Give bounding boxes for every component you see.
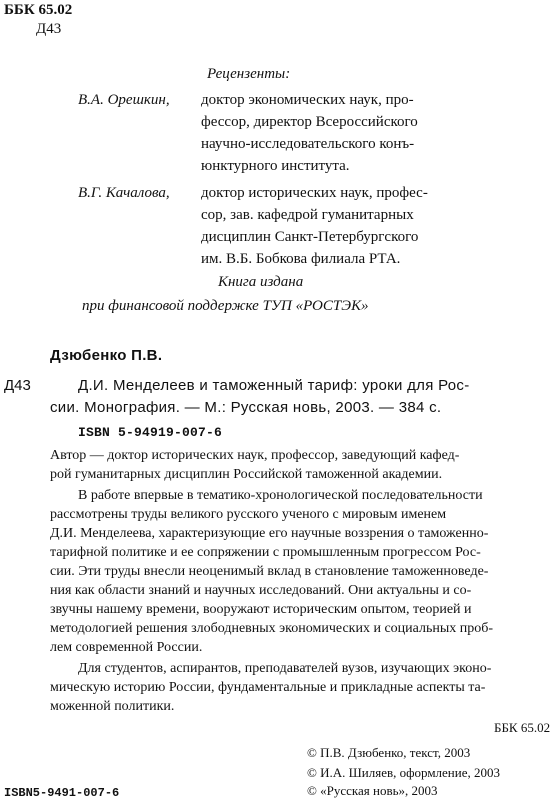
catalog-title-line: сии. Монография. — М.: Русская новь, 2003. — 384 с. <box>50 399 442 416</box>
support-line-1: Книга издана <box>218 274 304 290</box>
reviewer-1-line: фессор, директор Всероссийского <box>201 114 418 130</box>
reviewer-1-name: В.А. Орешкин, <box>78 92 170 108</box>
abstract-line: рассмотрены труды великого русского ученого с мировым именем <box>50 507 447 522</box>
catalog-code: Д43 <box>4 377 31 394</box>
reviewer-2-line: сор, зав. кафедрой гуманитарных <box>201 207 414 223</box>
abstract-line: ния как области знаний и научных исследований. Они актуальны и со- <box>50 583 472 598</box>
abstract-line: Автор — доктор исторических наук, профессор, заведующий кафед- <box>50 448 460 463</box>
support-line-2: при финансовой поддержке ТУП «РОСТЭК» <box>82 298 369 314</box>
abstract-line: звучны нашему времени, вооружают историческим опытом, теорией и <box>50 602 472 617</box>
abstract-line: моженной политики. <box>50 699 175 714</box>
reviewer-1-line: юнктурного института. <box>201 158 350 174</box>
reviewer-1-line: научно-исследовательского конъ- <box>201 136 415 152</box>
copyright-line: © П.В. Дзюбенко, текст, 2003 <box>307 745 471 760</box>
abstract-line: Для студентов, аспирантов, преподавателей вузов, изучающих эконо- <box>78 661 492 676</box>
footer-bbk: ББК 65.02 <box>494 720 551 735</box>
catalog-title-line: Д.И. Менделеев и таможенный тариф: уроки для Рос- <box>78 377 470 394</box>
copyright-line: © «Русская новь», 2003 <box>307 783 438 798</box>
reviewer-2-line: дисциплин Санкт-Петербургского <box>201 229 419 245</box>
reviewer-2-line: им. В.Б. Бобкова филиала РТА. <box>201 251 401 267</box>
reviewer-1-line: доктор экономических наук, про- <box>201 92 414 108</box>
abstract-line: лем современной России. <box>50 640 203 655</box>
abstract-line: В работе впервые в тематико-хронологической последовательности <box>78 488 483 503</box>
reviewers-title: Рецензенты: <box>207 66 291 82</box>
abstract-line: мическую историю России, фундаментальные и прикладные аспекты та- <box>50 680 486 695</box>
catalog-isbn: ISBN 5-94919-007-6 <box>78 425 223 440</box>
author-mark: Д43 <box>36 21 62 37</box>
bbk-index: ББК 65.02 <box>4 2 73 18</box>
reviewer-2-name: В.Г. Качалова, <box>78 185 170 201</box>
catalog-author: Дзюбенко П.В. <box>50 347 163 364</box>
reviewer-2-line: доктор исторических наук, профес- <box>201 185 428 201</box>
abstract-line: сии. Эти труды внесли неоценимый вклад в становление таможенноведе- <box>50 564 489 579</box>
abstract-line: методологией решения злободневных экономических и социальных проб- <box>50 621 494 636</box>
abstract-line: Д.И. Менделеева, характеризующие его научные воззрения о таможенно- <box>50 526 489 541</box>
footer-isbn: ISBN5-9491-007-6 <box>4 786 120 800</box>
copyright-line: © И.А. Шиляев, оформление, 2003 <box>307 765 500 780</box>
abstract-line: рой гуманитарных дисциплин Российской таможенной академии. <box>50 467 443 482</box>
abstract-line: тарифной политике и ее сопряжении с промышленным прогрессом Рос- <box>50 545 481 560</box>
